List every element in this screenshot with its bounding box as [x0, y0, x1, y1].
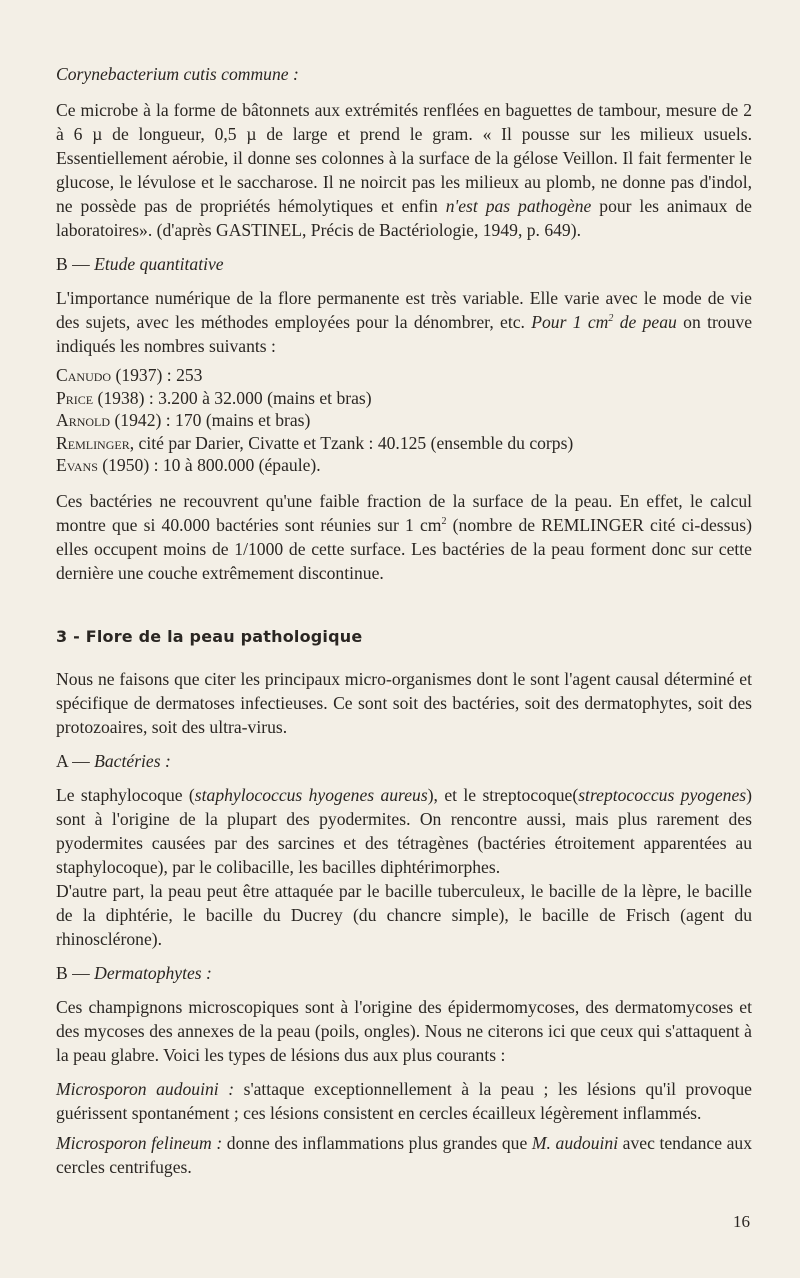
page-number: 16 — [733, 1212, 750, 1231]
paragraph-microsporon-felineum: Microsporon felineum : donne des inflammations plus grandes que M. audouini avec tendance aux cercles centrifuges. — [56, 1132, 752, 1177]
list-item: Remlinger, cité par Darier, Civatte et Tzank : 40.125 (ensemble du corps) — [56, 432, 574, 453]
paragraph-corynebacterium: Ce microbe à la forme de bâtonnets aux extrémités renflées en baguettes de tambour, mesure de 2 à 6 µ de longueur, 0,5 µ de large et prend le gram. « Il pousse sur les milieux usuels. Essentiellement aérobie, il donne ses colonnes à la surface de la gélose Veillon. Il fait fermenter le glucose, le lévulose et le saccharose. Il ne noircit pas les milieux au plomb, ne donne pas d'indol, ne possède pas de propriétés hémolytiques et enfin n'est pas pathogène pour les animaux de laboratoires». (d'après GASTINEL, Précis de Bactériologie, 1949, p. 649). — [56, 100, 752, 240]
paragraph-staphylococcus: Le staphylocoque (staphylococcus hyogenes aureus), et le streptocoque(streptococcus pyogenes) sont à l'origine de la plupart des pyodermites. On rencontre aussi, mais plus rarement des pyodermites causées par des sarcines et des tétragènes (bactéries étroitement apparentées au staphylocoque), par le colibacille, les bacilles diphtérimorphes. — [56, 784, 752, 877]
paragraph-fungi: Ces champignons microscopiques sont à l'origine des épidermomycoses, des dermatomycoses et des mycoses des annexes de la peau (poils, ongles). Nous ne citerons ici que ceux qui s'attaquent à la peau glabre. Voici les types de lésions dus aux plus courants : — [56, 996, 752, 1065]
subheading-quantitative: B — Etude quantitative — [56, 254, 224, 274]
paragraph-other-bacilli: D'autre part, la peau peut être attaquée par le bacille tuberculeux, le bacille de la lèpre, le bacille de la diphtérie, le bacille du Ducrey (du chancre simple), le bacille de Frisch (agent du rhinosclérone). — [56, 880, 752, 949]
counts-list — [56, 364, 752, 477]
subheading-bacteria: A — Bactéries : — [56, 750, 171, 771]
list-item: Evans (1950) : 10 à 800.000 (épaule). — [56, 455, 321, 475]
section-title: 3 - Flore de la peau pathologique — [56, 626, 363, 646]
paragraph-intro-pathology: Nous ne faisons que citer les principaux micro-organismes dont le sont l'agent causal déterminé et spécifique de dermatoses infectieuses. Ce sont soit des bactéries, soit des dermatophytes, soit des protozoaires, soit des ultra-virus. — [56, 668, 752, 737]
organism-heading: Corynebacterium cutis commune : — [56, 64, 299, 84]
paragraph-importance: L'importance numérique de la flore permanente est très variable. Elle varie avec le mode de vie des sujets, avec les méthodes employées pour la dénombrer, etc. Pour 1 $cm^2$ de peau on trouve indiqués les nombres suivants : — [56, 288, 753, 356]
list-item: Price (1938) : 3.200 à 32.000 (mains et bras) — [56, 387, 372, 408]
list-item: Arnold (1942) : 170 (mains et bras) — [56, 410, 311, 430]
paragraph-fraction: Ces bactéries ne recouvrent qu'une faible fraction de la surface de la peau. En effet, le calcul montre que si 40.000 bactéries sont réunies sur 1 $cm^2$ (nombre de REMLINGER cité ci-dessus) elles occupent moins de 1/1000 de cette surface. Les bactéries de la peau forment donc sur cette dernière une couche extrêmement discontinue. — [56, 490, 753, 583]
paragraph-microsporon-audouini: Microsporon audouini : s'attaque exceptionnellement à la peau ; les lésions qu'il provoque guérissent spontanément ; ces lésions consistent en cercles écailleux légèrement inflammés. — [56, 1078, 752, 1123]
list-item: Canudo (1937) : 253 — [56, 365, 203, 385]
subheading-dermatophytes: B — Dermatophytes : — [56, 962, 212, 983]
